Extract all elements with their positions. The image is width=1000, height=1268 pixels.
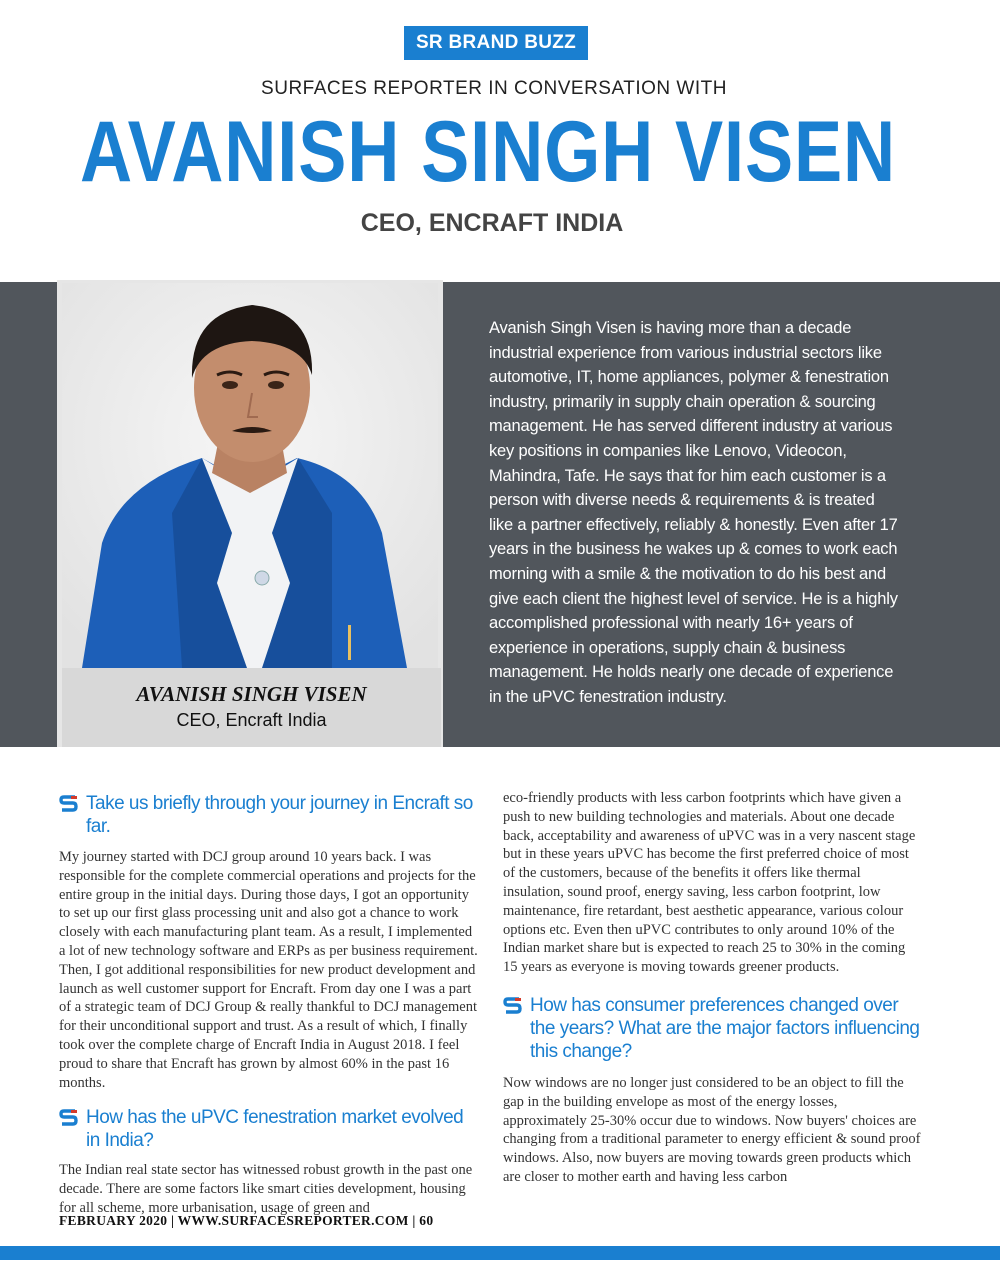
- footer-bar: [0, 1246, 1000, 1260]
- portrait-photo: [62, 283, 438, 668]
- question-1: Take us briefly through your journey in Encraft so far.: [86, 793, 473, 837]
- question-heading: [503, 994, 921, 1063]
- profile-bio: Avanish Singh Visen is having more than a decade industrial experience from various industrial sectors like automotive, IT, home appliances, polymer & fenestration industry, primarily in supply chain operation & sourcing management. He has served different industry at various key positions in companies like Lenovo, Videocon, Mahindra, Tafe. He says that for him each customer is a person with diverse needs & requirements & is treated like a partner effectively, reliably & honestly. Even after 17 years in the business he wakes up & comes to work each morning with a smile & the motivation to do his best and give each client the highest level of service. He is a highly accomplished professional with nearly 16+ years of experience in operations, supply chain & business management. He holds nearly one decade of experience in the uPVC fenestration industry.: [489, 319, 898, 706]
- sr-logo-icon: [503, 996, 523, 1016]
- question-heading: [59, 792, 479, 838]
- section-badge: SR BRAND BUZZ: [404, 26, 588, 60]
- question-2: How has the uPVC fenestration market evolved in India?: [86, 1107, 464, 1152]
- kicker-text: SURFACES REPORTER IN CONVERSATION WITH: [261, 78, 727, 99]
- subtitle-role: CEO, ENCRAFT INDIA: [360, 209, 624, 237]
- sr-logo-icon: [59, 794, 79, 814]
- page-title: AVANISH SINGH VISEN: [79, 104, 897, 200]
- question-3: How has consumer preferences changed over the years? What are the major factors influencing this change?: [530, 994, 920, 1062]
- question-heading: [59, 1106, 479, 1152]
- caption-box: [62, 668, 441, 747]
- article-column-left: [59, 792, 479, 1218]
- caption-name: AVANISH SINGH VISEN: [136, 682, 367, 706]
- answer-2-continued: eco-friendly products with less carbon footprints which have given a push to new building technologies and materials. About one decade back, acceptability and awareness of uPVC was in a very nascent stage but in these years uPVC has become the first preferred choice of most of the customers, because of the benefits it offers like thermal insulation, sound proof, energy saving, less carbon footprint, low maintenance, fire retardant, best aesthetic appearance, various colour options etc. Even then uPVC contributes to only around 10% of the Indian market share but is expected to reach 25 to 30% in the coming 15 years as everyone is moving towards greener products.: [503, 790, 916, 976]
- answer-2: The Indian real state sector has witnessed robust growth in the past one decade. There are some factors like smart cities development, housing for all scheme, more urbanisation, usage of green and: [59, 1162, 473, 1216]
- article-column-right: [503, 789, 921, 1187]
- answer-1: My journey started with DCJ group around 10 years back. I was responsible for the complete commercial operations and projects for the entire group in the initial days. During those days, I got an opportunity to set up our first glass processing unit and also got a chance to work closely with each manufacturing plant team. As a result, I implemented a lot of new technology software and ERPs as per business requirement. Then, I got additional responsibilities for new product development and launch as well customer support for Encraft. From day one I was a part of a strategic team of DCJ Group & really thankful to DCJ management for their unconditional support and trust. As a result of which, I finally took over the complete charge of Encraft India in August 2018. I feel proud to share that Encraft has grown by almost 60% in the past 16 months.: [59, 849, 478, 1091]
- caption-role: CEO, Encraft India: [176, 710, 327, 730]
- sr-logo-icon: [59, 1108, 79, 1128]
- page-footer: FEBRUARY 2020 | WWW.SURFACESREPORTER.COM | 60: [59, 1213, 434, 1228]
- portrait-illustration: [62, 283, 438, 668]
- answer-3: Now windows are no longer just considered to be an object to fill the gap in the building envelope as most of the energy losses, approximately 25-30% occur due to windows. Now buyers' choices are changing from a traditional parameter to energy efficient & sound proof windows. Also, now buyers are moving towards green products which are closer to mother earth and having less carbon: [503, 1074, 921, 1185]
